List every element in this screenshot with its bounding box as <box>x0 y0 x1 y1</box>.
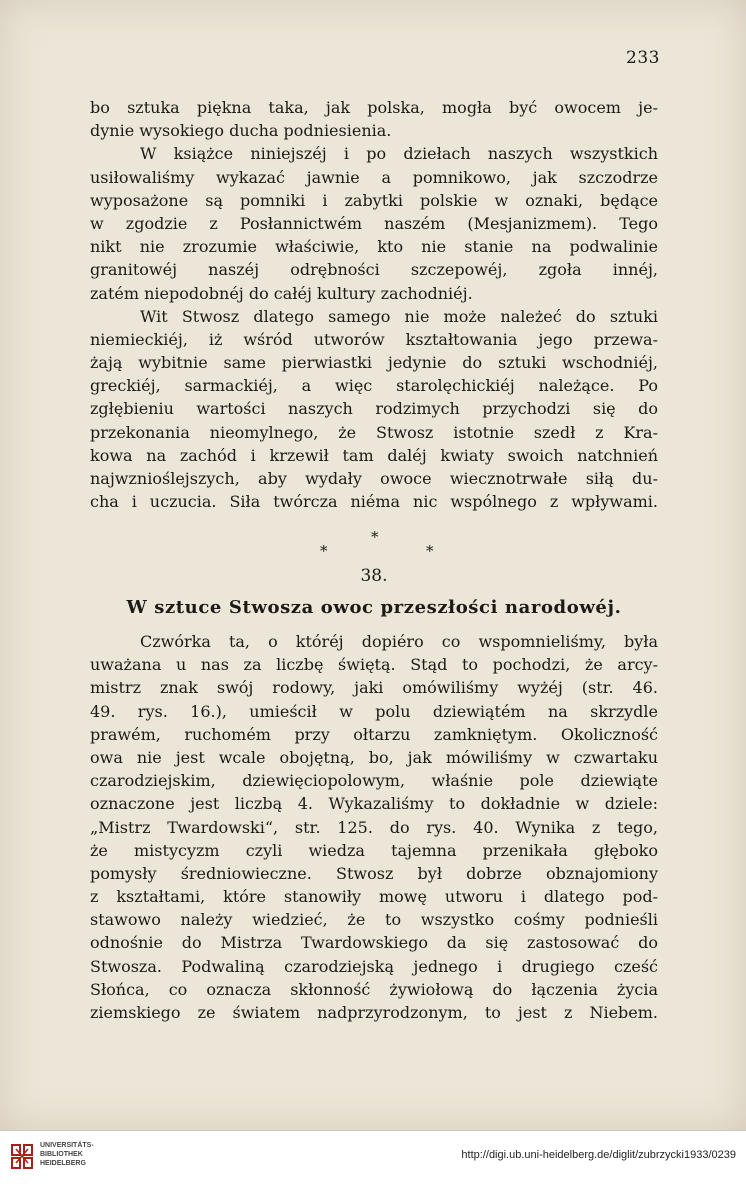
text-line: mistrz znak swój rodowy, jaki omówiliśmy wyżéj (str. 46. <box>90 678 658 698</box>
text-line: Wit Stwosz dlatego samego nie może należeć do sztuki <box>140 306 658 326</box>
text-line: cha i uczucia. Siła twórcza niéma nic wspólnego z wpływami. <box>90 492 658 512</box>
text-line: czarodziejskim, dziewięciopolowym, właśnie pole dziewiąte <box>90 771 658 791</box>
text-line: Czwórka ta, o któréj dopiéro co wspomnieliśmy, była <box>140 632 658 651</box>
text-line: niemieckiéj, iż wśród utworów kształtowania jego przewa- <box>90 329 658 349</box>
text-line: usiłowaliśmy wykazać jawnie a pomnikowo, jak szczodrze <box>90 167 658 187</box>
text-line: „Mistrz Twardowski“, str. 125. do rys. 40. Wynika z tego, <box>90 817 658 837</box>
text-line: uważana u nas za liczbę świętą. Stąd to pochodzi, że arcy- <box>90 655 658 675</box>
text-line: żają wybitnie same pierwiastki jedynie do sztuki wschodniéj, <box>90 353 658 373</box>
text-line: z kształtami, które stanowiły mowę utworu i dlatego pod- <box>90 887 658 907</box>
separator-star: * <box>371 528 379 546</box>
text-line: ziemskiego ze światem nadprzyrodzonym, to jest z Niebem. <box>90 1003 658 1022</box>
page-number: 233 <box>626 48 660 68</box>
body-text <box>90 96 658 513</box>
library-name-line: BIBLIOTHEK <box>40 1151 83 1158</box>
text-line: kowa na zachód i krzewił tam daléj kwiaty swoich natchnień <box>90 445 658 465</box>
text-line: granitowéj naszéj odrębności szczepowéj, zgoła innéj, <box>90 260 658 280</box>
text-line: wyposażone są pomniki i zabytki polskie w oznaki, będące <box>90 190 658 210</box>
section-text <box>90 630 658 1024</box>
separator-star: * <box>320 542 328 560</box>
text-line: w zgodzie z Posłannictwém naszém (Mesjanizmem). Tego <box>90 213 658 233</box>
text-line: że mistycyzm czyli wiedza tajemna przenikała głęboko <box>90 840 658 860</box>
text-line: najwznioślejszych, aby wydały owoce wiecznotrwałe siłą du- <box>90 469 658 488</box>
text-line: 49. rys. 16.), umieścił w polu dziewiątém na skrzydle <box>90 701 658 721</box>
text-line: bo sztuka piękna taka, jak polska, mogła być owocem je- <box>90 98 658 117</box>
university-library-logo-icon <box>8 1141 36 1171</box>
text-line: nikt nie zrozumie właściwie, kto nie stanie na podwalinie <box>90 237 658 257</box>
text-line: dynie wysokiego ducha podniesienia. <box>90 121 392 141</box>
section-number: 38. <box>360 566 388 586</box>
text-line: odnośnie do Mistrza Twardowskiego da się zastosować do <box>90 933 658 953</box>
text-line: oznaczone jest liczbą 4. Wykazaliśmy to dokładnie w dziele: <box>90 794 658 814</box>
section-title: W sztuce Stwosza owoc przeszłości narodowéj. <box>126 597 622 618</box>
text-line: zatém niepodobnéj do całéj kultury zachodniéj. <box>90 283 473 303</box>
text-line: przekonania nieomylnego, że Stwosz istotnie szedł z Kra- <box>90 422 658 442</box>
library-name-line: UNIVERSITÄTS- <box>40 1142 94 1149</box>
text-line: greckiéj, sarmackiéj, a więc starolęchickiéj należące. Po <box>90 376 658 396</box>
library-name <box>40 1141 94 1168</box>
text-line: stawowo należy wiedzieć, że to wszystko cośmy podnieśli <box>90 910 658 930</box>
library-name-line: HEIDELBERG <box>40 1160 86 1167</box>
section-separator <box>90 528 658 562</box>
text-line: owa nie jest wcale obojętną, bo, jak mówiliśmy w czwartaku <box>90 747 658 767</box>
permalink-url[interactable]: http://digi.ub.uni-heidelberg.de/diglit/zubrzycki1933/0239 <box>461 1149 736 1161</box>
text-line: Słońca, co oznacza skłonność żywiołową do łączenia życia <box>90 979 658 999</box>
text-line: W książce niniejszéj i po dziełach naszych wszystkich <box>140 144 658 164</box>
text-line: Stwosza. Podwaliną czarodziejską jednego i drugiego cześć <box>90 956 658 976</box>
text-line: zgłębieniu wartości naszych rodzimych przychodzi się do <box>90 399 658 419</box>
text-line: prawém, ruchomém przy ołtarzu zamkniętym. Okoliczność <box>90 724 658 744</box>
viewer-footer <box>0 1130 746 1184</box>
text-line: pomysły średniowieczne. Stwosz był dobrze obznajomiony <box>90 863 658 883</box>
separator-star: * <box>426 542 434 560</box>
